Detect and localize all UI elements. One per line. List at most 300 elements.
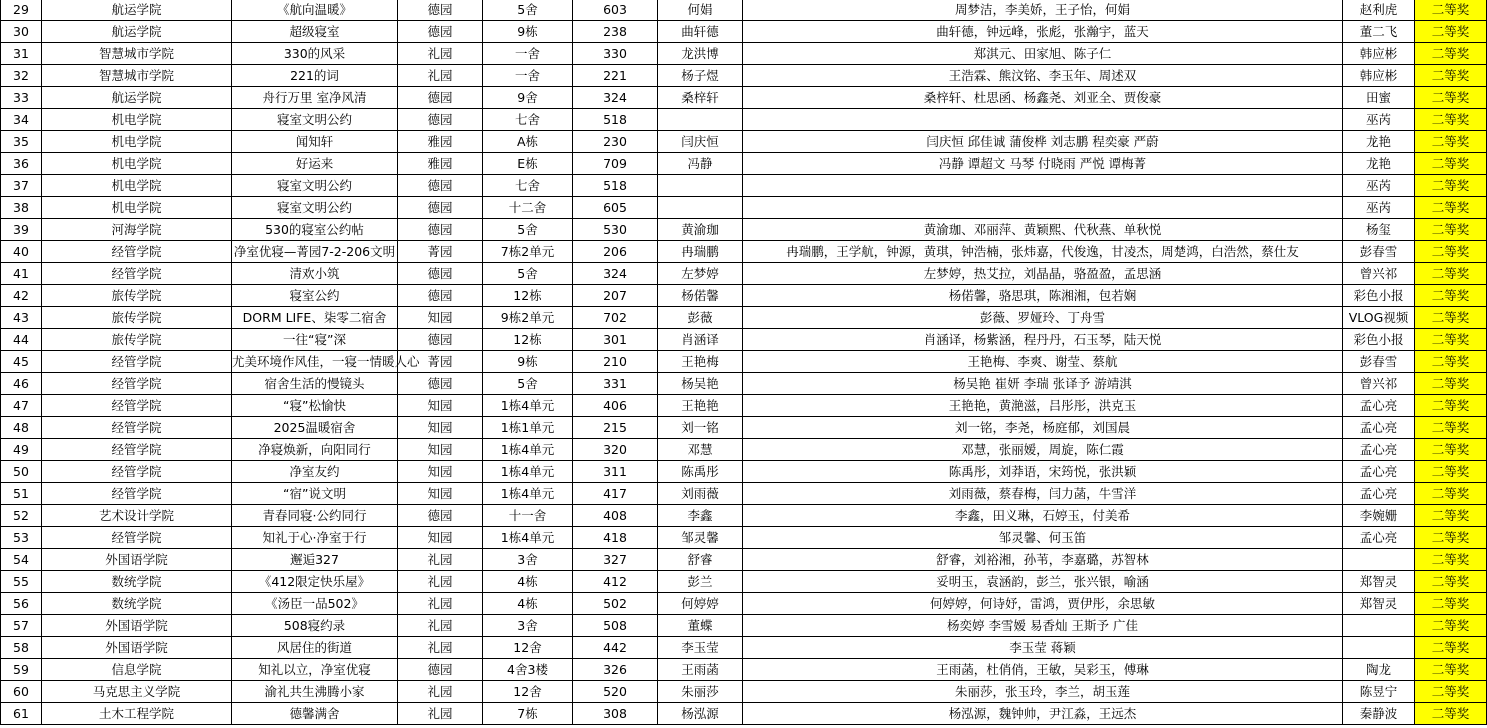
leader-cell[interactable]: 彭兰 [658,571,743,593]
award-cell[interactable]: 二等奖 [1415,241,1487,263]
college-cell[interactable]: 艺术设计学院 [42,505,232,527]
building-cell[interactable]: 12栋 [483,285,573,307]
leader-cell[interactable]: 邹灵馨 [658,527,743,549]
work-title-cell[interactable]: 尤美环境作风佳，一寝一情暖人心 [232,351,398,373]
work-title-cell[interactable]: 一往“寝”深 [232,329,398,351]
award-cell[interactable]: 二等奖 [1415,483,1487,505]
building-cell[interactable]: 一舍 [483,43,573,65]
leader-cell[interactable]: 刘一铭 [658,417,743,439]
members-cell[interactable]: 左梦婷，热艾拉，刘晶晶，骆盈盈，孟思涵 [743,263,1343,285]
college-cell[interactable]: 经管学院 [42,395,232,417]
advisor-cell[interactable]: 孟心亮 [1343,439,1415,461]
advisor-cell[interactable] [1343,549,1415,571]
college-cell[interactable]: 外国语学院 [42,549,232,571]
room-cell[interactable]: 210 [573,351,658,373]
work-title-cell[interactable]: 《412限定快乐屋》 [232,571,398,593]
campus-cell[interactable]: 礼园 [398,593,483,615]
row-number-cell[interactable]: 54 [1,549,42,571]
room-cell[interactable]: 605 [573,197,658,219]
advisor-cell[interactable]: 龙艳 [1343,131,1415,153]
college-cell[interactable]: 经管学院 [42,439,232,461]
work-title-cell[interactable]: 闻知轩 [232,131,398,153]
advisor-cell[interactable]: 田蜜 [1343,87,1415,109]
leader-cell[interactable] [658,197,743,219]
leader-cell[interactable]: 冉瑞鹏 [658,241,743,263]
row-number-cell[interactable]: 34 [1,109,42,131]
college-cell[interactable]: 智慧城市学院 [42,43,232,65]
building-cell[interactable]: 9栋 [483,21,573,43]
college-cell[interactable]: 经管学院 [42,461,232,483]
campus-cell[interactable]: 礼园 [398,65,483,87]
award-cell[interactable]: 二等奖 [1415,131,1487,153]
row-number-cell[interactable]: 29 [1,0,42,21]
college-cell[interactable]: 机电学院 [42,153,232,175]
building-cell[interactable]: 5舍 [483,0,573,21]
members-cell[interactable]: 杨吴艳 崔妍 李瑞 张译予 游靖淇 [743,373,1343,395]
members-cell[interactable]: 刘雨薇，蔡春梅，闫力菡，牛雪洋 [743,483,1343,505]
work-title-cell[interactable]: 德馨满舍 [232,703,398,725]
building-cell[interactable]: A栋 [483,131,573,153]
award-cell[interactable]: 二等奖 [1415,153,1487,175]
members-cell[interactable]: 周梦洁，李美娇，王子怡，何娟 [743,0,1343,21]
campus-cell[interactable]: 礼园 [398,43,483,65]
leader-cell[interactable]: 何娟 [658,0,743,21]
building-cell[interactable]: 9栋2单元 [483,307,573,329]
leader-cell[interactable]: 龙洪博 [658,43,743,65]
campus-cell[interactable]: 知园 [398,417,483,439]
row-number-cell[interactable]: 32 [1,65,42,87]
work-title-cell[interactable]: 寝室文明公约 [232,197,398,219]
advisor-cell[interactable]: 巫芮 [1343,197,1415,219]
room-cell[interactable]: 324 [573,87,658,109]
row-number-cell[interactable]: 30 [1,21,42,43]
award-cell[interactable]: 二等奖 [1415,373,1487,395]
advisor-cell[interactable]: 陶龙 [1343,659,1415,681]
members-cell[interactable]: 刘一铭，李尧，杨庭郁，刘国晨 [743,417,1343,439]
work-title-cell[interactable]: 寝室公约 [232,285,398,307]
advisor-cell[interactable]: VLOG视频 [1343,307,1415,329]
leader-cell[interactable]: 桑梓轩 [658,87,743,109]
campus-cell[interactable]: 礼园 [398,637,483,659]
leader-cell[interactable]: 董蝶 [658,615,743,637]
award-cell[interactable]: 二等奖 [1415,593,1487,615]
row-number-cell[interactable]: 33 [1,87,42,109]
college-cell[interactable]: 机电学院 [42,175,232,197]
room-cell[interactable]: 412 [573,571,658,593]
row-number-cell[interactable]: 41 [1,263,42,285]
college-cell[interactable]: 机电学院 [42,131,232,153]
work-title-cell[interactable]: 寝室文明公约 [232,109,398,131]
row-number-cell[interactable]: 53 [1,527,42,549]
room-cell[interactable]: 238 [573,21,658,43]
members-cell[interactable]: 彭薇、罗娅玲、丁舟雪 [743,307,1343,329]
row-number-cell[interactable]: 50 [1,461,42,483]
building-cell[interactable]: 12舍 [483,637,573,659]
members-cell[interactable]: 邓慧，张丽嫒，周旋，陈仁霞 [743,439,1343,461]
work-title-cell[interactable]: 净室优寝—菁园7-2-206文明 [232,241,398,263]
room-cell[interactable]: 418 [573,527,658,549]
college-cell[interactable]: 航运学院 [42,87,232,109]
college-cell[interactable]: 经管学院 [42,241,232,263]
row-number-cell[interactable]: 44 [1,329,42,351]
room-cell[interactable]: 408 [573,505,658,527]
award-cell[interactable]: 二等奖 [1415,0,1487,21]
advisor-cell[interactable]: 彩色小报 [1343,329,1415,351]
building-cell[interactable]: 7栋2单元 [483,241,573,263]
college-cell[interactable]: 经管学院 [42,373,232,395]
building-cell[interactable]: 5舍 [483,219,573,241]
advisor-cell[interactable]: 孟心亮 [1343,417,1415,439]
work-title-cell[interactable]: 超级寝室 [232,21,398,43]
work-title-cell[interactable]: DORM LIFE、柒零二宿舍 [232,307,398,329]
advisor-cell[interactable]: 彩色小报 [1343,285,1415,307]
row-number-cell[interactable]: 38 [1,197,42,219]
building-cell[interactable]: 1栋4单元 [483,483,573,505]
college-cell[interactable]: 经管学院 [42,263,232,285]
building-cell[interactable]: 3舍 [483,615,573,637]
building-cell[interactable]: 七舍 [483,175,573,197]
room-cell[interactable]: 230 [573,131,658,153]
campus-cell[interactable]: 德园 [398,285,483,307]
advisor-cell[interactable]: 孟心亮 [1343,461,1415,483]
row-number-cell[interactable]: 61 [1,703,42,725]
work-title-cell[interactable]: 寝室文明公约 [232,175,398,197]
building-cell[interactable]: 5舍 [483,373,573,395]
row-number-cell[interactable]: 46 [1,373,42,395]
leader-cell[interactable]: 肖涵译 [658,329,743,351]
members-cell[interactable]: 曲轩德，钟远峰，张彪，张瀚宇，蓝天 [743,21,1343,43]
work-title-cell[interactable]: 《汤臣一品502》 [232,593,398,615]
room-cell[interactable]: 530 [573,219,658,241]
campus-cell[interactable]: 德园 [398,109,483,131]
work-title-cell[interactable]: 净寝焕新，向阳同行 [232,439,398,461]
members-cell[interactable]: 桑梓轩、杜思函、杨鑫尧、刘亚全、贾俊豪 [743,87,1343,109]
building-cell[interactable]: 4栋 [483,593,573,615]
room-cell[interactable]: 709 [573,153,658,175]
award-cell[interactable]: 二等奖 [1415,109,1487,131]
award-cell[interactable]: 二等奖 [1415,175,1487,197]
work-title-cell[interactable]: 宿舍生活的慢镜头 [232,373,398,395]
college-cell[interactable]: 经管学院 [42,483,232,505]
members-cell[interactable] [743,109,1343,131]
campus-cell[interactable]: 菁园 [398,351,483,373]
campus-cell[interactable]: 德园 [398,0,483,21]
members-cell[interactable]: 邹灵馨、何玉笛 [743,527,1343,549]
leader-cell[interactable]: 闫庆恒 [658,131,743,153]
room-cell[interactable]: 215 [573,417,658,439]
work-title-cell[interactable]: “寝”松愉快 [232,395,398,417]
award-cell[interactable]: 二等奖 [1415,219,1487,241]
award-cell[interactable]: 二等奖 [1415,351,1487,373]
members-cell[interactable]: 闫庆恒 邱佳诚 蒲俊桦 刘志鹏 程奕豪 严蔚 [743,131,1343,153]
campus-cell[interactable]: 知园 [398,483,483,505]
campus-cell[interactable]: 德园 [398,197,483,219]
building-cell[interactable]: 一舍 [483,65,573,87]
leader-cell[interactable] [658,175,743,197]
advisor-cell[interactable]: 郑智灵 [1343,593,1415,615]
leader-cell[interactable]: 黄渝珈 [658,219,743,241]
row-number-cell[interactable]: 57 [1,615,42,637]
campus-cell[interactable]: 礼园 [398,703,483,725]
room-cell[interactable]: 603 [573,0,658,21]
building-cell[interactable]: 12栋 [483,329,573,351]
college-cell[interactable]: 经管学院 [42,527,232,549]
college-cell[interactable]: 经管学院 [42,351,232,373]
building-cell[interactable]: 1栋4单元 [483,395,573,417]
members-cell[interactable]: 郑淇元、田家旭、陈子仁 [743,43,1343,65]
building-cell[interactable]: 4舍3楼 [483,659,573,681]
award-cell[interactable]: 二等奖 [1415,571,1487,593]
room-cell[interactable]: 206 [573,241,658,263]
room-cell[interactable]: 518 [573,175,658,197]
college-cell[interactable]: 数统学院 [42,593,232,615]
row-number-cell[interactable]: 49 [1,439,42,461]
row-number-cell[interactable]: 59 [1,659,42,681]
award-cell[interactable]: 二等奖 [1415,527,1487,549]
leader-cell[interactable]: 何婷婷 [658,593,743,615]
work-title-cell[interactable]: 330的风采 [232,43,398,65]
campus-cell[interactable]: 礼园 [398,681,483,703]
room-cell[interactable]: 702 [573,307,658,329]
campus-cell[interactable]: 知园 [398,461,483,483]
room-cell[interactable]: 417 [573,483,658,505]
room-cell[interactable]: 327 [573,549,658,571]
leader-cell[interactable]: 杨子煜 [658,65,743,87]
advisor-cell[interactable]: 孟心亮 [1343,527,1415,549]
award-cell[interactable]: 二等奖 [1415,505,1487,527]
leader-cell[interactable]: 刘雨薇 [658,483,743,505]
award-cell[interactable]: 二等奖 [1415,461,1487,483]
building-cell[interactable]: 9栋 [483,351,573,373]
members-cell[interactable]: 王浩霖、熊汶铭、李玉年、周述双 [743,65,1343,87]
leader-cell[interactable]: 朱丽莎 [658,681,743,703]
members-cell[interactable]: 王艳梅、李爽、谢莹、蔡航 [743,351,1343,373]
advisor-cell[interactable]: 赵利虎 [1343,0,1415,21]
work-title-cell[interactable]: 净室友约 [232,461,398,483]
members-cell[interactable]: 朱丽莎，张玉玲，李兰，胡玉莲 [743,681,1343,703]
award-cell[interactable]: 二等奖 [1415,395,1487,417]
leader-cell[interactable]: 杨偌馨 [658,285,743,307]
leader-cell[interactable]: 曲轩德 [658,21,743,43]
room-cell[interactable]: 221 [573,65,658,87]
members-cell[interactable]: 杨泓源，魏钟帅，尹江淼，王远杰 [743,703,1343,725]
room-cell[interactable]: 311 [573,461,658,483]
award-cell[interactable]: 二等奖 [1415,263,1487,285]
members-cell[interactable]: 李玉莹 蒋颖 [743,637,1343,659]
advisor-cell[interactable]: 彭春雪 [1343,241,1415,263]
advisor-cell[interactable]: 董二飞 [1343,21,1415,43]
campus-cell[interactable]: 德园 [398,263,483,285]
leader-cell[interactable]: 舒睿 [658,549,743,571]
college-cell[interactable]: 河海学院 [42,219,232,241]
leader-cell[interactable]: 王雨菡 [658,659,743,681]
row-number-cell[interactable]: 35 [1,131,42,153]
award-cell[interactable]: 二等奖 [1415,87,1487,109]
award-cell[interactable]: 二等奖 [1415,549,1487,571]
advisor-cell[interactable]: 孟心亮 [1343,483,1415,505]
campus-cell[interactable]: 德园 [398,175,483,197]
campus-cell[interactable]: 礼园 [398,615,483,637]
campus-cell[interactable]: 德园 [398,219,483,241]
campus-cell[interactable]: 德园 [398,329,483,351]
advisor-cell[interactable]: 彭春雪 [1343,351,1415,373]
college-cell[interactable]: 经管学院 [42,417,232,439]
row-number-cell[interactable]: 56 [1,593,42,615]
row-number-cell[interactable]: 36 [1,153,42,175]
work-title-cell[interactable]: 渝礼共生沸腾小家 [232,681,398,703]
room-cell[interactable]: 301 [573,329,658,351]
row-number-cell[interactable]: 42 [1,285,42,307]
campus-cell[interactable]: 礼园 [398,549,483,571]
award-cell[interactable]: 二等奖 [1415,615,1487,637]
advisor-cell[interactable]: 李婉姗 [1343,505,1415,527]
work-title-cell[interactable]: 青春同寝·公约同行 [232,505,398,527]
building-cell[interactable]: 4栋 [483,571,573,593]
college-cell[interactable]: 外国语学院 [42,637,232,659]
room-cell[interactable]: 320 [573,439,658,461]
work-title-cell[interactable]: 知礼以立，净室优寝 [232,659,398,681]
advisor-cell[interactable]: 秦静波 [1343,703,1415,725]
room-cell[interactable]: 520 [573,681,658,703]
building-cell[interactable]: 7栋 [483,703,573,725]
college-cell[interactable]: 外国语学院 [42,615,232,637]
campus-cell[interactable]: 知园 [398,439,483,461]
work-title-cell[interactable]: 好运来 [232,153,398,175]
advisor-cell[interactable]: 陈昱宁 [1343,681,1415,703]
advisor-cell[interactable]: 韩应彬 [1343,65,1415,87]
building-cell[interactable]: 3舍 [483,549,573,571]
award-cell[interactable]: 二等奖 [1415,307,1487,329]
room-cell[interactable]: 331 [573,373,658,395]
award-cell[interactable]: 二等奖 [1415,417,1487,439]
advisor-cell[interactable]: 郑智灵 [1343,571,1415,593]
advisor-cell[interactable]: 孟心亮 [1343,395,1415,417]
leader-cell[interactable]: 邓慧 [658,439,743,461]
advisor-cell[interactable]: 杨玺 [1343,219,1415,241]
work-title-cell[interactable]: 2025温暖宿舍 [232,417,398,439]
members-cell[interactable]: 杨奕婷 李雪嫒 易香灿 王斯予 广佳 [743,615,1343,637]
building-cell[interactable]: 1栋4单元 [483,527,573,549]
campus-cell[interactable]: 德园 [398,21,483,43]
leader-cell[interactable]: 李鑫 [658,505,743,527]
work-title-cell[interactable]: “宿”说文明 [232,483,398,505]
award-cell[interactable]: 二等奖 [1415,285,1487,307]
row-number-cell[interactable]: 45 [1,351,42,373]
row-number-cell[interactable]: 52 [1,505,42,527]
work-title-cell[interactable]: 知礼于心·净室于行 [232,527,398,549]
college-cell[interactable]: 航运学院 [42,0,232,21]
award-cell[interactable]: 二等奖 [1415,439,1487,461]
row-number-cell[interactable]: 60 [1,681,42,703]
advisor-cell[interactable]: 曾兴祁 [1343,263,1415,285]
leader-cell[interactable]: 冯静 [658,153,743,175]
work-title-cell[interactable]: 清欢小筑 [232,263,398,285]
row-number-cell[interactable]: 55 [1,571,42,593]
campus-cell[interactable]: 德园 [398,373,483,395]
leader-cell[interactable]: 杨吴艳 [658,373,743,395]
advisor-cell[interactable]: 巫芮 [1343,175,1415,197]
members-cell[interactable]: 王艳艳，黄滟滋，吕彤彤，洪克玉 [743,395,1343,417]
advisor-cell[interactable] [1343,637,1415,659]
work-title-cell[interactable]: 舟行万里 室净风清 [232,87,398,109]
row-number-cell[interactable]: 58 [1,637,42,659]
award-cell[interactable]: 二等奖 [1415,21,1487,43]
leader-cell[interactable]: 王艳艳 [658,395,743,417]
members-cell[interactable]: 冯静 谭超文 马琴 付晓雨 严悦 谭梅菁 [743,153,1343,175]
building-cell[interactable]: 1栋4单元 [483,439,573,461]
members-cell[interactable]: 黄渝珈、邓丽萍、黄颖熙、代秋燕、单秋悦 [743,219,1343,241]
building-cell[interactable]: 十二舍 [483,197,573,219]
building-cell[interactable]: 七舍 [483,109,573,131]
room-cell[interactable]: 442 [573,637,658,659]
row-number-cell[interactable]: 43 [1,307,42,329]
building-cell[interactable]: E栋 [483,153,573,175]
room-cell[interactable]: 330 [573,43,658,65]
leader-cell[interactable]: 陈禹彤 [658,461,743,483]
room-cell[interactable]: 508 [573,615,658,637]
leader-cell[interactable]: 杨泓源 [658,703,743,725]
advisor-cell[interactable]: 龙艳 [1343,153,1415,175]
leader-cell[interactable]: 彭薇 [658,307,743,329]
members-cell[interactable]: 舒睿，刘裕湘，孙苇，李嘉璐，苏智林 [743,549,1343,571]
award-cell[interactable]: 二等奖 [1415,43,1487,65]
college-cell[interactable]: 马克思主义学院 [42,681,232,703]
campus-cell[interactable]: 礼园 [398,571,483,593]
award-cell[interactable]: 二等奖 [1415,703,1487,725]
row-number-cell[interactable]: 47 [1,395,42,417]
advisor-cell[interactable]: 曾兴祁 [1343,373,1415,395]
members-cell[interactable]: 王雨菡，杜俏俏，王敏，吴彩玉，傅琳 [743,659,1343,681]
advisor-cell[interactable] [1343,615,1415,637]
building-cell[interactable]: 1栋1单元 [483,417,573,439]
row-number-cell[interactable]: 31 [1,43,42,65]
college-cell[interactable]: 旅传学院 [42,329,232,351]
room-cell[interactable]: 406 [573,395,658,417]
members-cell[interactable] [743,197,1343,219]
row-number-cell[interactable]: 40 [1,241,42,263]
members-cell[interactable]: 何婷婷，何诗妤，雷鸿，贾伊彤，余思敏 [743,593,1343,615]
members-cell[interactable]: 妥明玉，袁涵韵，彭兰，张兴银，喻涵 [743,571,1343,593]
room-cell[interactable]: 308 [573,703,658,725]
campus-cell[interactable]: 德园 [398,659,483,681]
members-cell[interactable]: 陈禹彤，刘莽语，宋筠悦，张洪颖 [743,461,1343,483]
college-cell[interactable]: 土木工程学院 [42,703,232,725]
leader-cell[interactable]: 左梦婷 [658,263,743,285]
campus-cell[interactable]: 德园 [398,87,483,109]
building-cell[interactable]: 1栋4单元 [483,461,573,483]
row-number-cell[interactable]: 48 [1,417,42,439]
building-cell[interactable]: 12舍 [483,681,573,703]
college-cell[interactable]: 机电学院 [42,197,232,219]
campus-cell[interactable]: 德园 [398,505,483,527]
campus-cell[interactable]: 知园 [398,395,483,417]
work-title-cell[interactable]: 《航向温暖》 [232,0,398,21]
work-title-cell[interactable]: 221的词 [232,65,398,87]
room-cell[interactable]: 518 [573,109,658,131]
college-cell[interactable]: 机电学院 [42,109,232,131]
row-number-cell[interactable]: 37 [1,175,42,197]
campus-cell[interactable]: 雅园 [398,131,483,153]
members-cell[interactable] [743,175,1343,197]
college-cell[interactable]: 智慧城市学院 [42,65,232,87]
room-cell[interactable]: 207 [573,285,658,307]
room-cell[interactable]: 502 [573,593,658,615]
college-cell[interactable]: 航运学院 [42,21,232,43]
members-cell[interactable]: 杨偌馨，骆思琪，陈湘湘，包若娴 [743,285,1343,307]
college-cell[interactable]: 数统学院 [42,571,232,593]
campus-cell[interactable]: 雅园 [398,153,483,175]
college-cell[interactable]: 旅传学院 [42,307,232,329]
